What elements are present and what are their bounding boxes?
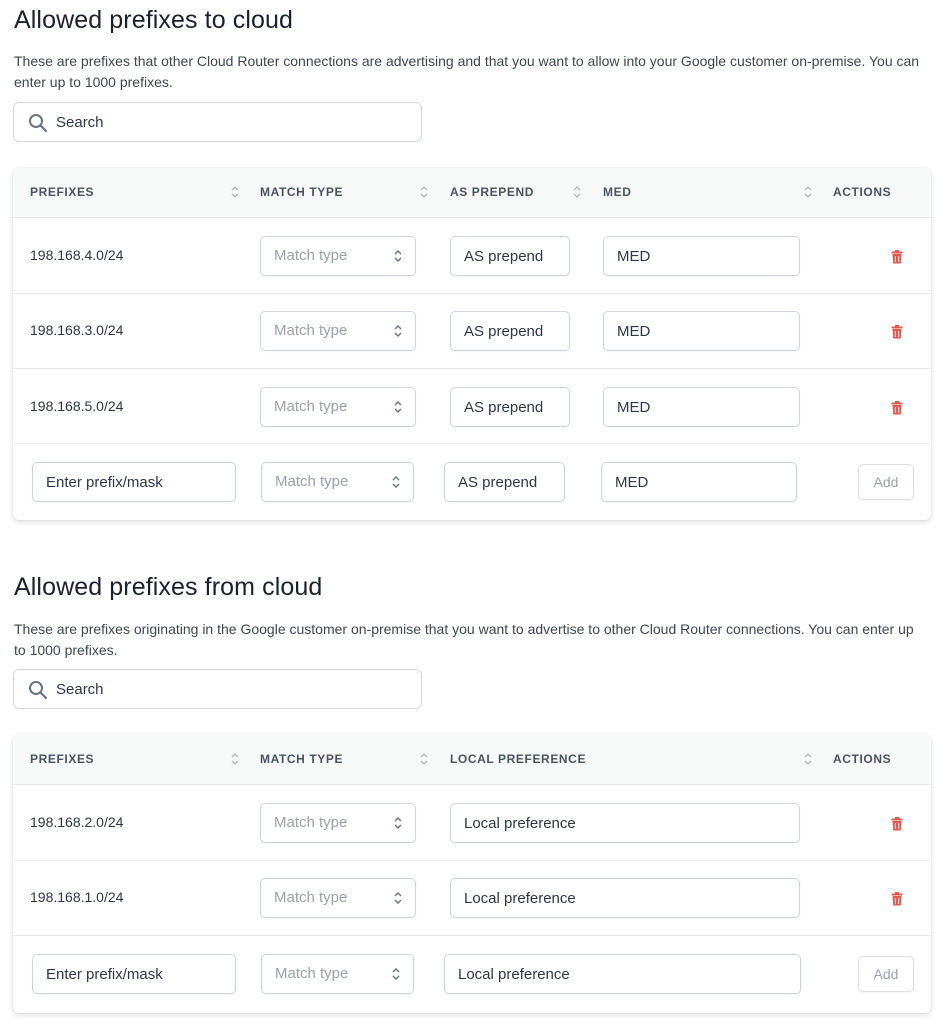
match-type-value: Match type <box>274 247 348 264</box>
med-input[interactable] <box>602 463 796 501</box>
match-type-select[interactable] <box>260 311 416 351</box>
sort-icon[interactable] <box>230 750 240 768</box>
col-prefixes[interactable]: PREFIXES <box>30 185 95 199</box>
from-cloud-table <box>13 735 931 1013</box>
search-input[interactable] <box>56 670 406 708</box>
trash-icon[interactable] <box>891 817 903 831</box>
from-cloud-section <box>0 568 945 1024</box>
search-icon <box>28 113 48 133</box>
search-icon <box>28 680 48 700</box>
sort-icon[interactable] <box>572 183 582 201</box>
chevron-updown-icon <box>393 248 403 264</box>
as-prepend-field[interactable] <box>450 387 570 427</box>
table-row <box>13 861 931 936</box>
prefix-input[interactable] <box>33 463 235 501</box>
sort-icon[interactable] <box>419 750 429 768</box>
table-row <box>13 785 931 861</box>
col-med[interactable]: MED <box>603 185 632 199</box>
match-type-value: Match type <box>274 889 348 906</box>
trash-icon[interactable] <box>891 892 903 906</box>
trash-icon[interactable] <box>891 325 903 339</box>
sort-icon[interactable] <box>803 750 813 768</box>
as-prepend-input[interactable] <box>451 237 569 275</box>
as-prepend-input[interactable] <box>451 312 569 350</box>
section-title: Allowed prefixes from cloud <box>14 573 323 601</box>
section-title: Allowed prefixes to cloud <box>14 6 294 34</box>
col-local-preference[interactable]: LOCAL PREFERENCE <box>450 752 587 766</box>
table-row <box>13 218 931 294</box>
match-type-value: Match type <box>274 322 348 339</box>
chevron-updown-icon <box>393 890 403 906</box>
chevron-updown-icon <box>393 399 403 415</box>
to-cloud-table <box>13 168 931 520</box>
med-input[interactable] <box>604 237 799 275</box>
table-header <box>13 735 931 785</box>
med-input[interactable] <box>604 388 799 426</box>
chevron-updown-icon <box>391 474 401 490</box>
chevron-updown-icon <box>391 966 401 982</box>
as-prepend-field[interactable] <box>450 236 570 276</box>
prefix-value: 198.168.5.0/24 <box>30 398 124 414</box>
add-button[interactable]: Add <box>858 956 914 992</box>
col-actions: ACTIONS <box>833 185 892 199</box>
search-field[interactable] <box>13 669 422 709</box>
as-prepend-input[interactable] <box>445 463 564 501</box>
section-description: These are prefixes that other Cloud Router connections are advertising and that you want to allow into your Google customer on-premise. You can enter up to 1000 prefixes. <box>14 53 920 90</box>
match-type-value: Match type <box>274 398 348 415</box>
sort-icon[interactable] <box>803 183 813 201</box>
col-actions: ACTIONS <box>833 752 892 766</box>
prefix-value: 198.168.2.0/24 <box>30 814 124 830</box>
local-preference-field[interactable] <box>450 878 800 918</box>
match-type-value: Match type <box>274 814 348 831</box>
match-type-select[interactable] <box>260 878 416 918</box>
new-prefix-row <box>13 444 931 520</box>
prefix-value: 198.168.3.0/24 <box>30 322 124 338</box>
med-field[interactable] <box>603 311 800 351</box>
as-prepend-input[interactable] <box>451 388 569 426</box>
table-header <box>13 168 931 218</box>
local-preference-field[interactable] <box>444 954 801 994</box>
local-preference-input[interactable] <box>451 879 799 917</box>
match-type-select[interactable] <box>261 462 414 502</box>
table-row <box>13 294 931 369</box>
prefix-field[interactable] <box>32 954 236 994</box>
chevron-updown-icon <box>393 815 403 831</box>
search-field[interactable] <box>13 102 422 142</box>
col-match-type[interactable]: MATCH TYPE <box>260 752 344 766</box>
prefix-value: 198.168.4.0/24 <box>30 247 124 263</box>
col-prefixes[interactable]: PREFIXES <box>30 752 95 766</box>
prefix-value: 198.168.1.0/24 <box>30 889 124 905</box>
new-prefix-row <box>13 936 931 1013</box>
trash-icon[interactable] <box>891 401 903 415</box>
section-description: These are prefixes originating in the Google customer on-premise that you want to advertise to other Cloud Router connections. You can enter up to 1000 prefixes. <box>14 621 914 658</box>
med-field[interactable] <box>601 462 797 502</box>
med-field[interactable] <box>603 387 800 427</box>
match-type-select[interactable] <box>260 387 416 427</box>
match-type-value: Match type <box>275 473 349 490</box>
table-row <box>13 369 931 444</box>
match-type-value: Match type <box>275 965 349 982</box>
prefix-field[interactable] <box>32 462 236 502</box>
local-preference-field[interactable] <box>450 803 800 843</box>
search-input[interactable] <box>56 103 406 141</box>
col-match-type[interactable]: MATCH TYPE <box>260 185 344 199</box>
match-type-select[interactable] <box>261 954 414 994</box>
sort-icon[interactable] <box>419 183 429 201</box>
as-prepend-field[interactable] <box>450 311 570 351</box>
add-button[interactable]: Add <box>858 464 914 500</box>
prefix-input[interactable] <box>33 955 235 993</box>
as-prepend-field[interactable] <box>444 462 565 502</box>
match-type-select[interactable] <box>260 236 416 276</box>
match-type-select[interactable] <box>260 803 416 843</box>
trash-icon[interactable] <box>891 250 903 264</box>
chevron-updown-icon <box>393 323 403 339</box>
med-input[interactable] <box>604 312 799 350</box>
local-preference-input[interactable] <box>451 804 799 842</box>
local-preference-input[interactable] <box>445 955 800 993</box>
sort-icon[interactable] <box>230 183 240 201</box>
col-as-prepend[interactable]: AS PREPEND <box>450 185 535 199</box>
med-field[interactable] <box>603 236 800 276</box>
